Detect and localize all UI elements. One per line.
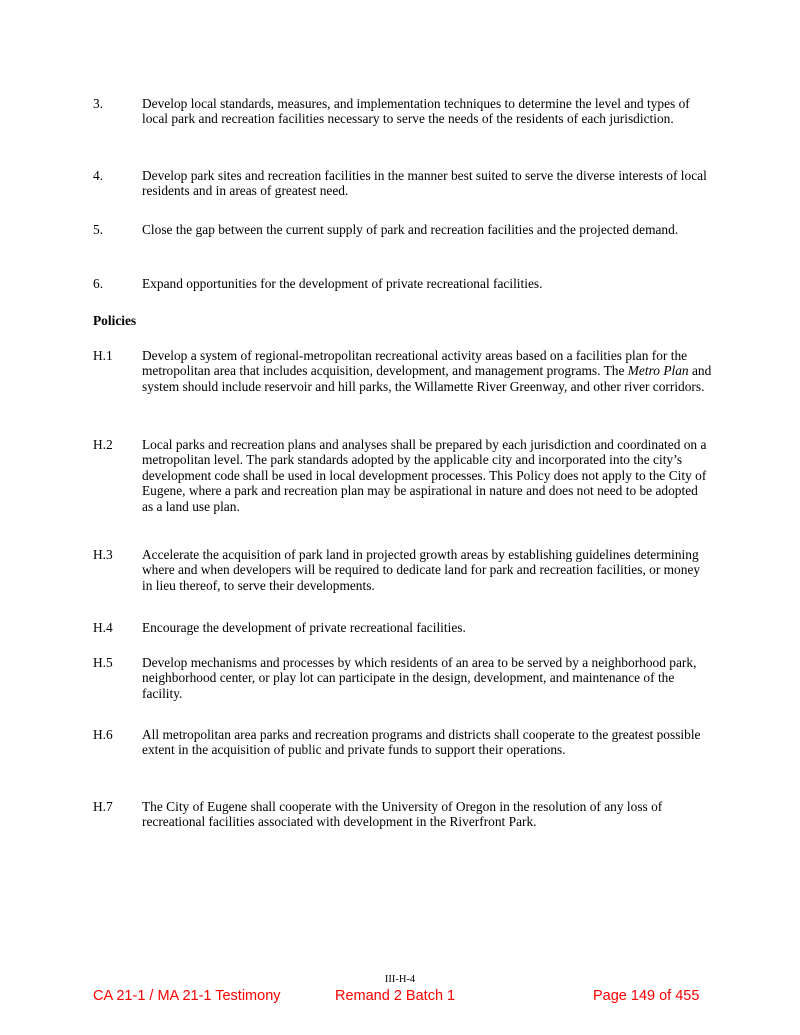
policy-number: H.1	[93, 348, 113, 363]
footer-case-label: CA 21-1 / MA 21-1 Testimony	[93, 988, 281, 1004]
policy-text: The City of Eugene shall cooperate with the University of Oregon in the resolution of any loss of recreational facilities associated with development in the Riverfront Park.	[142, 799, 663, 830]
policy-number: H.7	[93, 799, 113, 814]
policy-number: H.2	[93, 437, 113, 452]
policy-item	[93, 437, 713, 514]
objective-text: Develop park sites and recreation facilities in the manner best suited to serve the diverse interests of local residents and in areas of greatest need.	[142, 168, 707, 199]
objective-item	[93, 276, 713, 291]
objective-item	[93, 168, 713, 199]
policy-number: H.4	[93, 620, 113, 635]
policy-text: Accelerate the acquisition of park land in projected growth areas by establishing guidelines determining where and when developers will be required to dedicate land for park and recreation facilities, or money in lieu thereof, to serve their developments.	[142, 547, 701, 593]
policy-item	[93, 655, 713, 701]
footer-page-count: Page 149 of 455	[593, 988, 700, 1004]
objective-number: 6.	[93, 276, 104, 291]
policy-item	[93, 799, 713, 830]
objective-number: 5.	[93, 222, 104, 237]
policy-text	[142, 348, 712, 394]
objective-text: Develop local standards, measures, and implementation techniques to determine the level and types of local park and recreation facilities necessary to serve the needs of the residents of each jurisdiction.	[142, 96, 690, 127]
policy-text: Local parks and recreation plans and analyses shall be prepared by each jurisdiction and coordinated on a metropolitan level. The park standards adopted by the applicable city and incorporated into the city’s development code shall be used in local development processes. This Policy does not apply to the City of Eugene, where a park and recreation plan may be aspirational in nature and does not need to be adopted as a land use plan.	[142, 437, 707, 514]
policy-item	[93, 620, 713, 635]
policy-text-part: Develop a system of regional-metropolitan recreational activity areas based on a facilities plan for the metropolitan area that includes acquisition, development, and management programs. The	[142, 348, 688, 379]
objective-text: Expand opportunities for the development of private recreational facilities.	[142, 276, 543, 291]
policy-text-part: and system should include reservoir and hill parks, the Willamette River Greenway, and other river corridors.	[142, 363, 712, 394]
policy-number: H.6	[93, 727, 113, 742]
policy-text: Encourage the development of private recreational facilities.	[142, 620, 466, 635]
objective-text: Close the gap between the current supply of park and recreation facilities and the projected demand.	[142, 222, 679, 237]
policy-item	[93, 727, 713, 758]
policy-item	[93, 547, 713, 593]
objective-item	[93, 222, 713, 237]
objective-item	[93, 96, 713, 127]
page-number: III-H-4	[384, 974, 416, 985]
policies-heading: Policies	[93, 313, 137, 328]
policy-italic-title: Metro Plan	[627, 363, 689, 379]
policy-number: H.3	[93, 547, 113, 562]
objective-number: 3.	[93, 96, 104, 111]
objective-number: 4.	[93, 168, 104, 183]
footer-batch-label: Remand 2 Batch 1	[335, 988, 456, 1004]
policy-number: H.5	[93, 655, 113, 670]
policy-text: Develop mechanisms and processes by which residents of an area to be served by a neighborhood park, neighborhood center, or play lot can participate in the design, development, and maintenance of the facility.	[142, 655, 697, 701]
policy-text: All metropolitan area parks and recreation programs and districts shall cooperate to the greatest possible extent in the acquisition of public and private funds to support their operations.	[142, 727, 701, 758]
policy-item	[93, 348, 713, 394]
